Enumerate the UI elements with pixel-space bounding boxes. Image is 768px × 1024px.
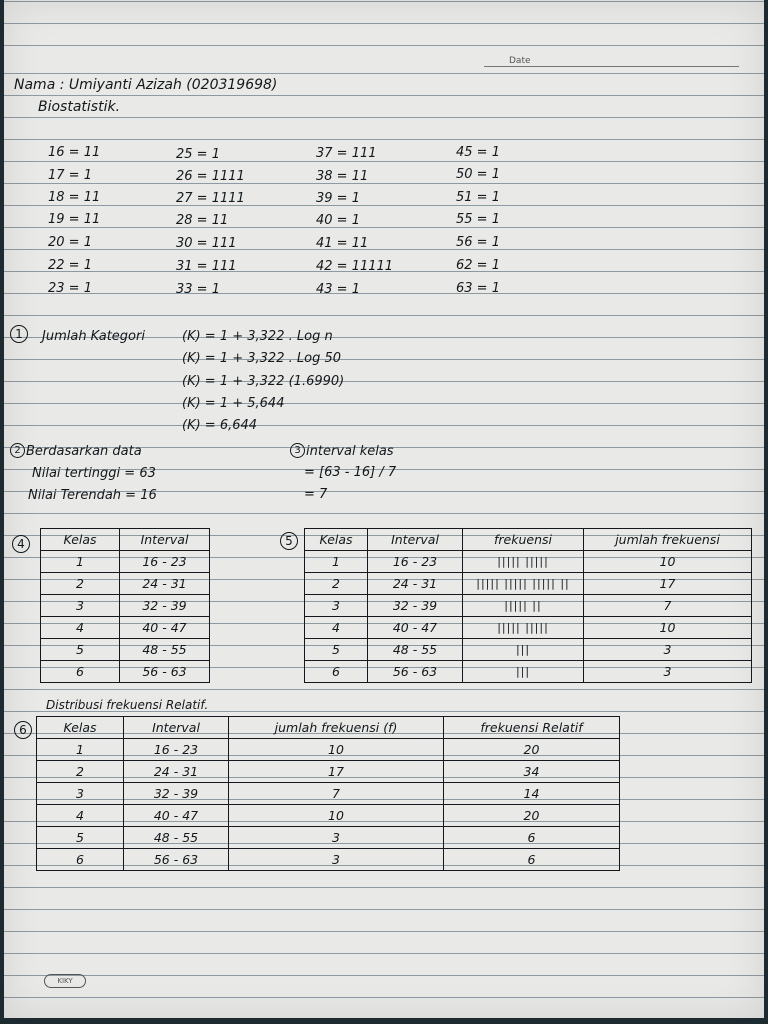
lowest-value: Nilai Terendah = 16 bbox=[28, 488, 157, 503]
table-cell: 56 - 63 bbox=[120, 661, 210, 683]
table-6-number: 6 bbox=[14, 721, 32, 739]
table-cell: 17 bbox=[229, 761, 444, 783]
table-cell: 7 bbox=[229, 783, 444, 805]
table-cell: 14 bbox=[444, 783, 620, 805]
section-2-number: 2 bbox=[10, 443, 25, 458]
table-cell: 34 bbox=[444, 761, 620, 783]
table-cell: 3 bbox=[584, 639, 752, 661]
table-cell: 10 bbox=[229, 739, 444, 761]
table-cell: 40 - 47 bbox=[368, 617, 463, 639]
tally-item: 16 = 11 bbox=[48, 145, 101, 160]
column-header: Interval bbox=[124, 717, 229, 739]
section-1-step: (K) = 1 + 3,322 . Log 50 bbox=[182, 351, 341, 366]
table-row bbox=[305, 551, 752, 573]
tally-item: 62 = 1 bbox=[456, 258, 500, 273]
column-header: frekuensi bbox=[463, 529, 584, 551]
tally-item: 43 = 1 bbox=[316, 282, 360, 297]
table-cell: 4 bbox=[37, 805, 124, 827]
table-row bbox=[41, 595, 210, 617]
table-cell: 40 - 47 bbox=[124, 805, 229, 827]
table-cell: 48 - 55 bbox=[124, 827, 229, 849]
tally-item: 25 = 1 bbox=[176, 147, 220, 162]
table-cell: 56 - 63 bbox=[368, 661, 463, 683]
table-cell: 2 bbox=[37, 761, 124, 783]
section-2-title: Berdasarkan data bbox=[26, 444, 142, 459]
tally-item: 23 = 1 bbox=[48, 281, 92, 296]
table-cell: 5 bbox=[37, 827, 124, 849]
tally-item: 37 = 111 bbox=[316, 146, 377, 161]
table-cell: 48 - 55 bbox=[368, 639, 463, 661]
table-row bbox=[37, 739, 620, 761]
section-1-step: (K) = 1 + 3,322 (1.6990) bbox=[182, 374, 345, 389]
table-cell: 3 bbox=[305, 595, 368, 617]
tally-item: 31 = 111 bbox=[176, 259, 237, 274]
interval-formula: = [63 - 16] / 7 bbox=[304, 465, 397, 480]
date-label: Date bbox=[509, 56, 531, 66]
table-row bbox=[305, 661, 752, 683]
notebook-brand-logo: KIKY bbox=[44, 974, 86, 988]
table-cell: 6 bbox=[444, 827, 620, 849]
tally-item: 63 = 1 bbox=[456, 281, 500, 296]
table-cell: 3 bbox=[229, 849, 444, 871]
tally-cell: ||||| ||||| bbox=[463, 617, 584, 639]
table-cell: 3 bbox=[584, 661, 752, 683]
frequency-table bbox=[304, 528, 752, 683]
table-cell: 3 bbox=[41, 595, 120, 617]
table-cell: 32 - 39 bbox=[368, 595, 463, 617]
table-header-row bbox=[41, 529, 210, 551]
table-row bbox=[41, 639, 210, 661]
section-3-title: interval kelas bbox=[306, 444, 394, 459]
date-line bbox=[484, 66, 739, 67]
table-cell: 56 - 63 bbox=[124, 849, 229, 871]
table-row bbox=[41, 573, 210, 595]
tally-cell: ||||| ||||| ||||| || bbox=[463, 573, 584, 595]
tally-item: 17 = 1 bbox=[48, 168, 92, 183]
table-cell: 6 bbox=[37, 849, 124, 871]
tally-item: 41 = 11 bbox=[316, 236, 369, 251]
table-row bbox=[37, 761, 620, 783]
table-row bbox=[41, 617, 210, 639]
section-1-step: (K) = 1 + 3,322 . Log n bbox=[182, 329, 333, 344]
column-header: Interval bbox=[368, 529, 463, 551]
tally-item: 56 = 1 bbox=[456, 235, 500, 250]
tally-item: 50 = 1 bbox=[456, 167, 500, 182]
table-cell: 5 bbox=[305, 639, 368, 661]
table-cell: 6 bbox=[305, 661, 368, 683]
table-header-row bbox=[37, 717, 620, 739]
table-cell: 6 bbox=[41, 661, 120, 683]
table-header-row bbox=[305, 529, 752, 551]
table-cell: 24 - 31 bbox=[124, 761, 229, 783]
column-header: Kelas bbox=[41, 529, 120, 551]
tally-item: 30 = 111 bbox=[176, 236, 237, 251]
table-cell: 10 bbox=[584, 617, 752, 639]
column-header: jumlah frekuensi (f) bbox=[229, 717, 444, 739]
interval-result: = 7 bbox=[304, 487, 328, 502]
section-1-label: Jumlah Kategori bbox=[42, 329, 145, 344]
table-cell: 3 bbox=[229, 827, 444, 849]
table-row bbox=[305, 617, 752, 639]
table-cell: 16 - 23 bbox=[124, 739, 229, 761]
table-row bbox=[37, 783, 620, 805]
table-cell: 10 bbox=[584, 551, 752, 573]
table-row bbox=[305, 595, 752, 617]
table-cell: 16 - 23 bbox=[368, 551, 463, 573]
table-cell: 32 - 39 bbox=[120, 595, 210, 617]
table-cell: 48 - 55 bbox=[120, 639, 210, 661]
column-header: Kelas bbox=[37, 717, 124, 739]
section-1-step: (K) = 6,644 bbox=[182, 418, 258, 433]
table-5-number: 5 bbox=[280, 532, 298, 550]
name-line: Nama : Umiyanti Azizah (020319698) bbox=[14, 77, 278, 93]
tally-item: 22 = 1 bbox=[48, 258, 92, 273]
table-cell: 20 bbox=[444, 739, 620, 761]
tally-cell: ||| bbox=[463, 639, 584, 661]
table-row bbox=[305, 573, 752, 595]
table-cell: 17 bbox=[584, 573, 752, 595]
table-row bbox=[37, 827, 620, 849]
table-cell: 1 bbox=[41, 551, 120, 573]
table-4-number: 4 bbox=[12, 535, 30, 553]
tally-cell: ||| bbox=[463, 661, 584, 683]
table-cell: 2 bbox=[41, 573, 120, 595]
tally-item: 28 = 11 bbox=[176, 213, 229, 228]
relative-frequency-table bbox=[36, 716, 620, 871]
table-row bbox=[305, 639, 752, 661]
table-cell: 40 - 47 bbox=[120, 617, 210, 639]
table-cell: 4 bbox=[41, 617, 120, 639]
tally-item: 19 = 11 bbox=[48, 212, 101, 227]
table-cell: 1 bbox=[305, 551, 368, 573]
section-1-number: 1 bbox=[10, 325, 28, 343]
column-header: Kelas bbox=[305, 529, 368, 551]
table-cell: 32 - 39 bbox=[124, 783, 229, 805]
tally-item: 38 = 11 bbox=[316, 169, 369, 184]
table-row bbox=[41, 551, 210, 573]
tally-item: 51 = 1 bbox=[456, 190, 500, 205]
table-cell: 2 bbox=[305, 573, 368, 595]
tally-item: 20 = 1 bbox=[48, 235, 92, 250]
table-cell: 1 bbox=[37, 739, 124, 761]
table-cell: 6 bbox=[444, 849, 620, 871]
highest-value: Nilai tertinggi = 63 bbox=[32, 466, 156, 481]
table-cell: 20 bbox=[444, 805, 620, 827]
table-row bbox=[37, 805, 620, 827]
column-header: Interval bbox=[120, 529, 210, 551]
table-cell: 16 - 23 bbox=[120, 551, 210, 573]
table-cell: 24 - 31 bbox=[120, 573, 210, 595]
tally-cell: ||||| ||||| bbox=[463, 551, 584, 573]
tally-cell: ||||| || bbox=[463, 595, 584, 617]
table-cell: 24 - 31 bbox=[368, 573, 463, 595]
tally-item: 26 = 1111 bbox=[176, 169, 245, 184]
table-cell: 5 bbox=[41, 639, 120, 661]
subject-title: Biostatistik. bbox=[38, 99, 121, 115]
section-1-step: (K) = 1 + 5,644 bbox=[182, 396, 285, 411]
tally-item: 55 = 1 bbox=[456, 212, 500, 227]
class-interval-table bbox=[40, 528, 210, 683]
notebook-page bbox=[4, 0, 764, 1018]
table-row bbox=[41, 661, 210, 683]
tally-item: 27 = 1111 bbox=[176, 191, 245, 206]
tally-item: 39 = 1 bbox=[316, 191, 360, 206]
section-3-number: 3 bbox=[290, 443, 305, 458]
tally-item: 18 = 11 bbox=[48, 190, 101, 205]
table-cell: 10 bbox=[229, 805, 444, 827]
tally-item: 45 = 1 bbox=[456, 145, 500, 160]
tally-item: 42 = 11111 bbox=[316, 259, 394, 274]
tally-item: 40 = 1 bbox=[316, 213, 360, 228]
table-cell: 3 bbox=[37, 783, 124, 805]
table-cell: 4 bbox=[305, 617, 368, 639]
table-row bbox=[37, 849, 620, 871]
table-6-caption: Distribusi frekuensi Relatif. bbox=[46, 698, 209, 712]
table-cell: 7 bbox=[584, 595, 752, 617]
column-header: frekuensi Relatif bbox=[444, 717, 620, 739]
column-header: jumlah frekuensi bbox=[584, 529, 752, 551]
tally-item: 33 = 1 bbox=[176, 282, 220, 297]
